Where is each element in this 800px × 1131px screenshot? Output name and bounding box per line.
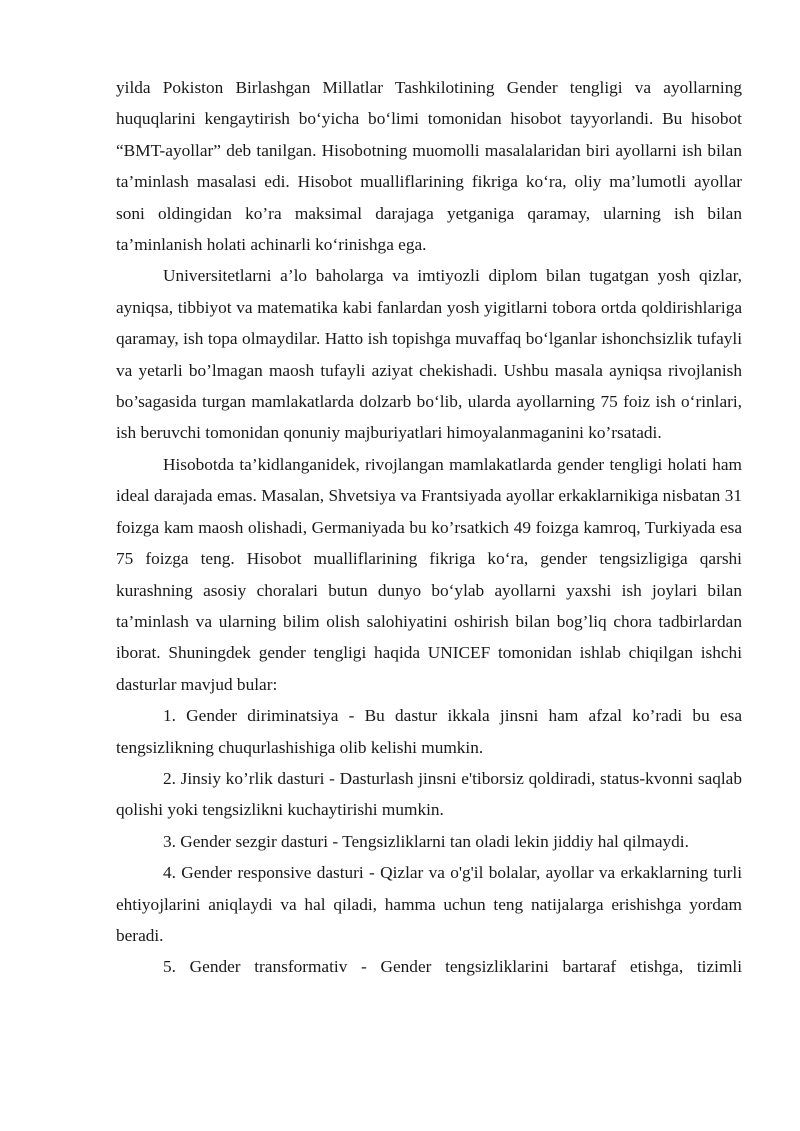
list-item-3: 3. Gender sezgir dasturi - Tengsizliklarni tan oladi lekin jiddiy hal qilmaydi. [163,831,689,851]
document-page [116,72,742,983]
list-item-1: 1. Gender diriminatsiya - Bu dastur ikkala jinsni ham afzal ko’radi bu esa tengsizlikning chuqurlashishiga olib kelishi mumkin. [116,706,742,757]
list-item-5: 5. Gender transformativ - Gender tengsizliklarini bartaraf etishga, tizimli [163,957,742,977]
paragraph-1: yilda Pokiston Birlashgan Millatlar Tashkilotining Gender tengligi va ayollarning huquqlarini kengaytirish bo‘yicha bo‘limi tomonidan hisobot tayyorlandi. Bu hisobot “BMT-ayollar” deb tanilgan. Hisobotning muomolli masalalaridan biri ayollarni ish bilan ta’minlash masalasi edi. Hisobot mualliflarining fikriga ko‘ra, oliy ma’lumotli ayollar soni oldingidan ko’ra maksimal darajaga yetganiga qaramay, ularning ish bilan ta’minlanish holati achinarli ko‘rinishga ega. [116,78,742,255]
list-item-2: 2. Jinsiy ko’rlik dasturi - Dasturlash jinsni e'tiborsiz qoldiradi, status-kvonni saqlab qolishi yoki tengsizlikni kuchaytirishi mumkin. [116,768,742,820]
paragraph-3: Hisobotda ta’kidlanganidek, rivojlangan mamlakatlarda gender tengligi holati ham ideal darajada emas. Masalan, Shvetsiya va Frantsiyada ayollar erkaklarnikiga nisbatan 31 foizga kam maosh olishadi, Germaniyada bu ko’rsatkich 49 foizga kamroq, Turkiyada esa 75 foizga teng. Hisobot mualliflarining fikriga ko‘ra, gender tengsizligiga qarshi kurashning asosiy choralari butun dunyo bo‘ylab ayollarni yaxshi ish joylari bilan ta’minlash va ularning bilim olish salohiyatini oshirish bilan bog’liq chora tadbirlardan iborat. Shuningdek gender tengligi haqida UNICEF tomonidan ishlab chiqilgan ishchi dasturlar mavjud bular: [116,454,742,694]
list-item-4: 4. Gender responsive dasturi - Qizlar va o'g'il bolalar, ayollar va erkaklarning turli ehtiyojlarini aniqlaydi va hal qiladi, hamma uchun teng natijalarga erishishga yordam beradi. [116,863,742,945]
paragraph-2: Universitetlarni a’lo baholarga va imtiyozli diplom bilan tugatgan yosh qizlar, ayniqsa, tibbiyot va matematika kabi fanlardan yosh yigitlarni tobora ortda qoldirishlariga qaramay, ish topa olmaydilar. Hatto ish topishga muvaffaq bo‘lganlar ishonchsizlik tufayli va yetarli bo’lmagan maosh tufayli aziyat chekishadi. Ushbu masala ayniqsa rivojlanish bo’sagasida turgan mamlakatlarda dolzarb bo‘lib, ularda ayollarning 75 foiz ish o‘rinlari, ish beruvchi tomonidan qonuniy majburiyatlari himoyalanmaganini ko’rsatadi. [116,266,742,443]
